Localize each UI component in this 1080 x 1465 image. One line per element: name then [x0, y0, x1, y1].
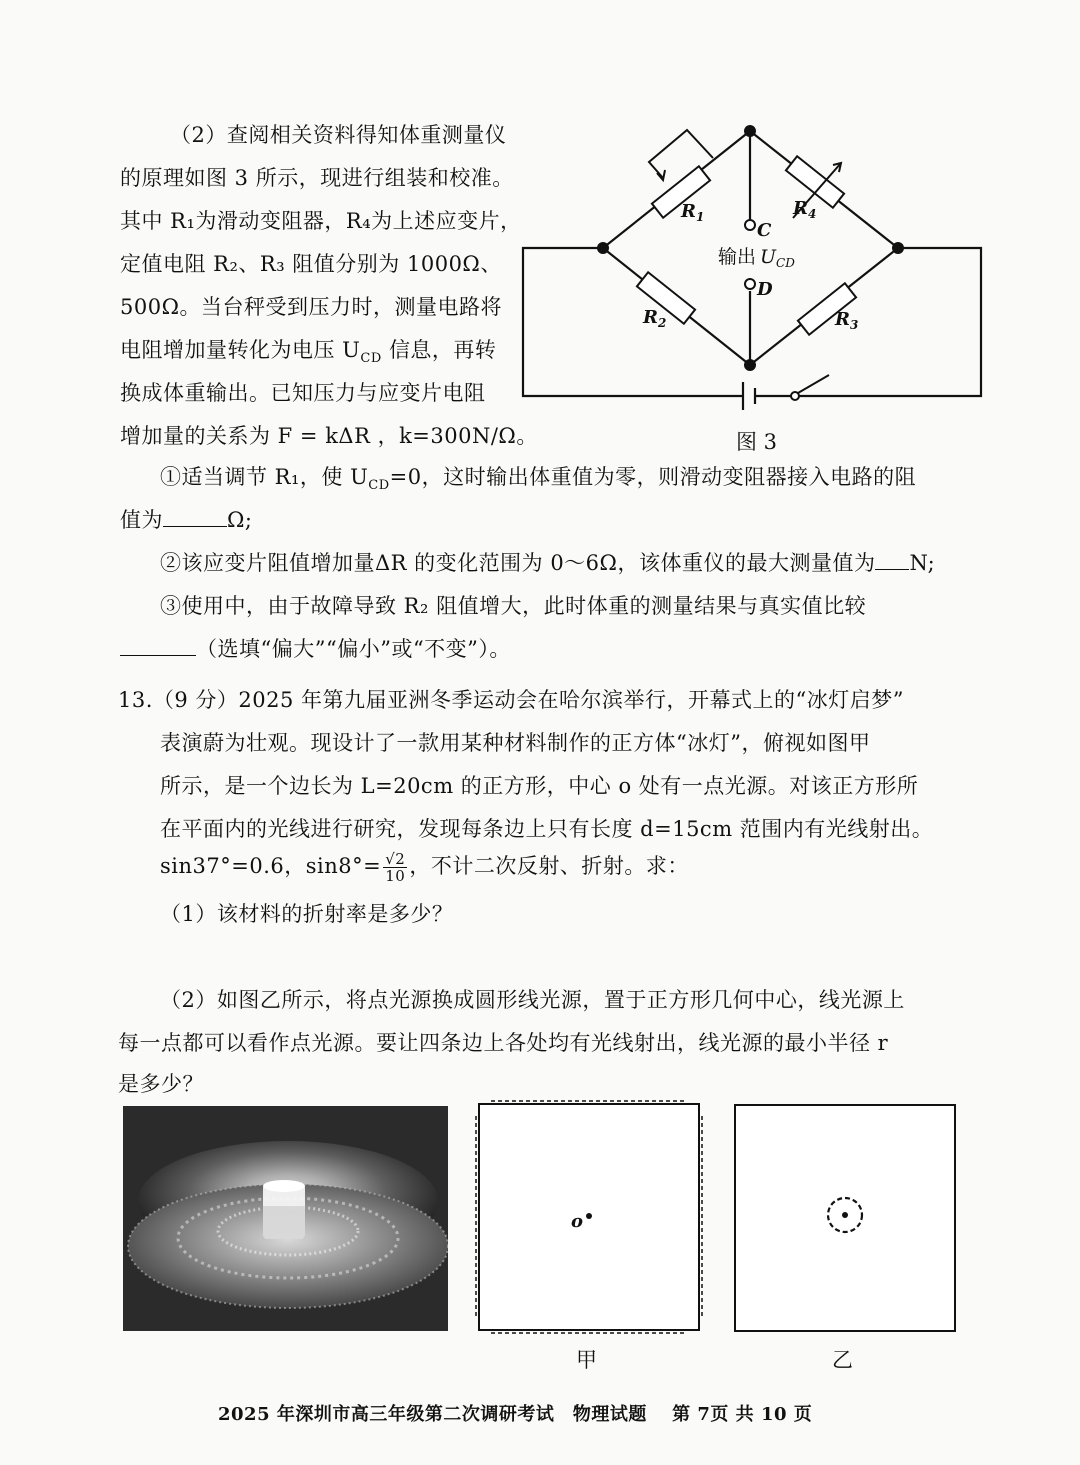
part2-line-6-text: 电阻增加量转化为电压 U — [120, 338, 361, 362]
question-3-line-1: ③使用中，由于故障导致 R₂ 阻值增大，此时体重的测量结果与真实值比较 — [160, 594, 867, 618]
problem-13-question-2-line-1: （2）如图乙所示，将点光源换成圆形线光源，置于正方形几何中心，线光源上 — [160, 988, 905, 1012]
problem-13-line-1: 13.（9 分）2025 年第九届亚洲冬季运动会在哈尔滨举行，开幕式上的“冰灯启梦” — [118, 688, 905, 712]
problem-13-question-1: （1）该材料的折射率是多少？ — [160, 902, 454, 926]
problem-13-question-2-line-3: 是多少？ — [118, 1072, 204, 1096]
problem-13-question-2-line-2: 每一点都可以看作点光源。要让四条边上各处均有光线射出，线光源的最小半径 r — [118, 1031, 889, 1055]
part2-line-2: 的原理如图 3 所示，现进行组装和校准。 — [120, 166, 514, 190]
part2-line-1: （2）查阅相关资料得知体重测量仪 — [170, 123, 507, 147]
part2-line-4: 定值电阻 R₂、R₃ 阻值分别为 1000Ω、 — [120, 252, 502, 276]
part2-line-7: 换成体重输出。已知压力与应变片电阻 — [120, 381, 486, 405]
question-3-text-b: （选填“偏大”“偏小”或“不变”）。 — [196, 637, 511, 661]
fraction-denominator: 10 — [385, 867, 406, 885]
label-o: o — [571, 1211, 584, 1232]
problem-13-line-3: 所示，是一个边长为 L=20cm 的正方形，中心 o 处有一点光源。对该正方形所 — [160, 774, 919, 798]
answer-blank-2[interactable] — [875, 549, 909, 570]
problem-13-line-2: 表演蔚为壮观。现设计了一款用某种材料制作的正方体“冰灯”，俯视如图甲 — [160, 731, 871, 755]
answer-blank-3[interactable] — [120, 635, 196, 656]
label-r3: $R_3$ — [835, 309, 859, 332]
problem-13-line-5-b: ，不计二次反射、折射。求： — [409, 854, 689, 878]
question-3-line-2 — [120, 633, 511, 663]
ice-lantern-photo-art — [123, 1106, 448, 1331]
figure-3-caption: 图 3 — [736, 430, 778, 454]
ice-lantern-photo — [123, 1106, 448, 1331]
label-r2: $R_2$ — [643, 307, 667, 330]
page-footer: 2025 年深圳市高三年级第二次调研考试 物理试题 第 7页 共 10 页 — [218, 1404, 813, 1425]
answer-blank-1[interactable] — [163, 506, 227, 527]
center-dot — [842, 1212, 848, 1218]
label-r4: $R_4$ — [793, 198, 817, 221]
part2-line-8: 增加量的关系为 F = kΔR ，k=300N/Ω。 — [120, 424, 538, 448]
figure-yi-caption: 乙 — [832, 1348, 853, 1372]
fraction-numerator: √2 — [385, 850, 406, 868]
label-c: C — [757, 220, 772, 241]
question-1-text-d: Ω; — [227, 508, 253, 532]
problem-13-line-5-a: sin37°=0.6，sin8°= — [160, 854, 382, 878]
point-light-source — [586, 1213, 592, 1219]
battery-icon — [743, 382, 755, 410]
problem-13-line-5 — [160, 850, 689, 884]
bridge-circuit-diagram — [515, 118, 995, 418]
question-1-line-2 — [120, 504, 253, 534]
question-2-text-a: ②该应变片阻值增加量ΔR 的变化范围为 0～6Ω，该体重仪的最大测量值为 — [160, 551, 876, 575]
label-d: D — [757, 279, 773, 300]
part2-line-3: 其中 R₁为滑动变阻器，R₄为上述应变片， — [120, 209, 522, 233]
figure-jia-square — [475, 1100, 705, 1335]
question-1-text-b: =0，这时输出体重值为零，则滑动变阻器接入电路的阻 — [389, 465, 917, 489]
question-2-line — [160, 547, 935, 577]
question-2-text-b: N; — [909, 551, 936, 575]
question-1-text-a: ①适当调节 R₁，使 U — [160, 465, 369, 489]
part2-line-6-sub: CD — [360, 351, 382, 367]
sqrt2-over-10-fraction — [383, 851, 407, 884]
question-1-line-1 — [160, 461, 916, 493]
label-r1: $R_1$ — [681, 201, 705, 224]
part2-line-6 — [120, 334, 496, 366]
part2-line-6-tail: 信息，再转 — [388, 338, 497, 362]
output-label: 输出 $U_{CD}$ — [718, 246, 795, 270]
figure-yi-square — [732, 1102, 960, 1334]
part2-line-5: 500Ω。当台秤受到压力时，测量电路将 — [120, 295, 502, 319]
figure-jia-caption: 甲 — [576, 1348, 597, 1372]
problem-13-line-4: 在平面内的光线进行研究，发现每条边上只有长度 d=15cm 范围内有光线射出。 — [160, 817, 934, 841]
question-1-sub: CD — [368, 478, 390, 494]
question-1-text-c: 值为 — [120, 508, 163, 532]
